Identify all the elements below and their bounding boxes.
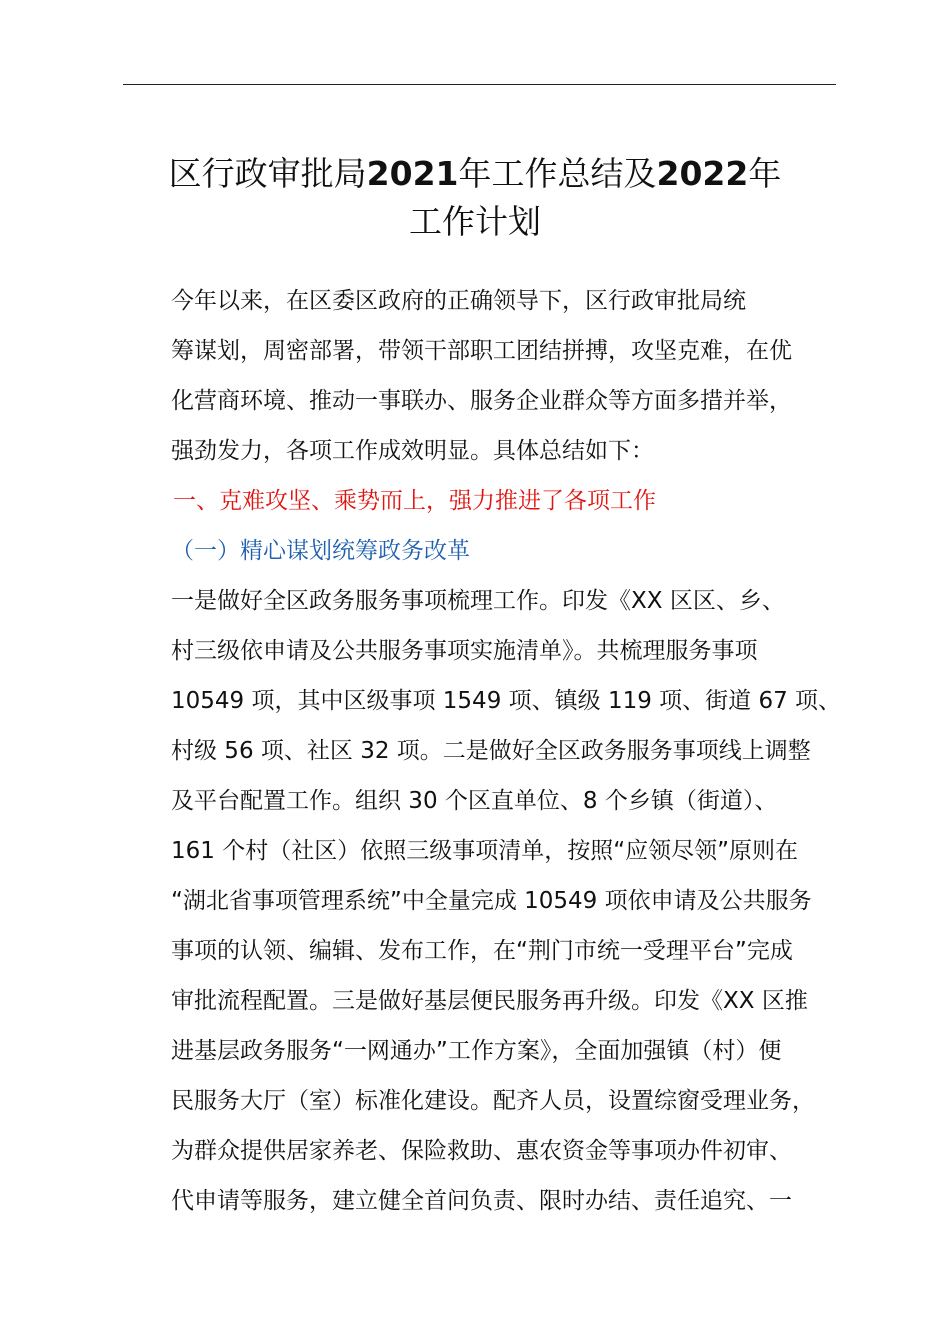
text-line: 村三级依申请及公共服务事项实施清单》。共梳理服务事项 (171, 638, 758, 664)
text-line: 民服务大厅（室）标准化建设。配齐人员，设置综窗受理业务， (171, 1088, 815, 1114)
title-line-1 (100, 150, 850, 198)
body-paragraph (123, 576, 858, 1226)
intro-paragraph (123, 276, 858, 476)
text-line: 10549 项，其中区级事项 1549 项、镇级 119 项、街道 67 项、 (171, 688, 842, 714)
text-line: 村级 56 项、社区 32 项。二是做好全区政务服务事项线上调整 (171, 738, 811, 764)
section-heading-1: 一、克难攻坚、乘势而上，强力推进了各项工作 (173, 488, 656, 514)
document-title (100, 150, 850, 246)
text-line: 为群众提供居家养老、保险救助、惠农资金等事项办件初审、 (171, 1138, 792, 1164)
text-line: 筹谋划，周密部署，带领干部职工团结拼搏，攻坚克难，在优 (171, 338, 792, 364)
text-line: 审批流程配置。三是做好基层便民服务再升级。印发《XX 区推 (171, 988, 808, 1014)
text-line: 一是做好全区政务服务事项梳理工作。印发《XX 区区、乡、 (171, 588, 785, 614)
title-line-2: 工作计划 (409, 202, 541, 241)
header-rule (123, 84, 836, 85)
title-year-2021: 2021 (366, 154, 459, 193)
text-line: 化营商环境、推动一事联办、服务企业群众等方面多措并举， (171, 388, 792, 414)
text-line: 进基层政务服务“一网通办”工作方案》，全面加强镇（村）便 (171, 1038, 782, 1064)
text-line: 事项的认领、编辑、发布工作，在“荆门市统一受理平台”完成 (171, 938, 793, 964)
title-part: 年工作总结及 (458, 154, 657, 193)
text-line: “湖北省事项管理系统”中全量完成 10549 项依申请及公共服务 (171, 888, 812, 914)
title-year-2022: 2022 (656, 154, 749, 193)
text-line: 及平台配置工作。组织 30 个区直单位、8 个乡镇（街道）、 (171, 788, 778, 814)
section-heading-2: （一）精心谋划统筹政务改革 (171, 538, 470, 564)
text-line: 今年以来，在区委区政府的正确领导下，区行政审批局统 (171, 288, 746, 314)
title-part: 年 (748, 154, 782, 193)
text-line: 代申请等服务，建立健全首问负责、限时办结、责任追究、一 (171, 1188, 792, 1214)
title-part: 区行政审批局 (168, 154, 367, 193)
text-line: 161 个村（社区）依照三级事项清单，按照“应领尽领”原则在 (171, 838, 799, 864)
text-line: 强劲发力，各项工作成效明显。具体总结如下： (171, 438, 654, 464)
document-body (123, 276, 858, 1226)
